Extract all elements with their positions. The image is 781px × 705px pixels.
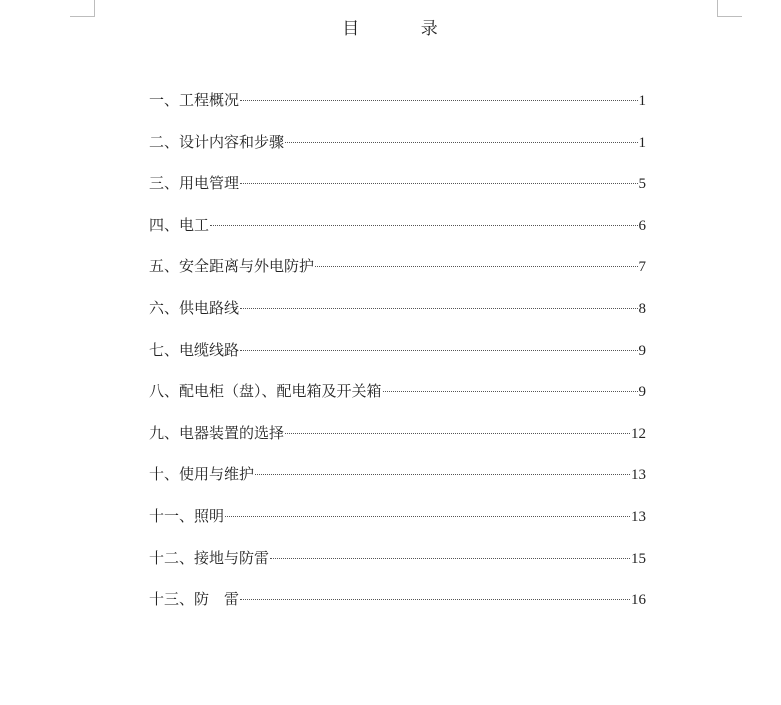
toc-entry-label: 二、设计内容和步骤 [149,132,285,151]
toc-entry-page: 13 [631,508,646,525]
toc-entry[interactable] [149,544,646,586]
toc-leader-dots [285,433,630,434]
toc-entry-page: 5 [638,176,646,193]
toc-entry-label: 三、用电管理 [149,174,240,193]
toc-entry-label: 十一、照明 [149,506,225,525]
toc-entry-page: 13 [631,467,646,484]
toc-leader-dots [210,225,637,226]
toc-entry-label: 九、电器装置的选择 [149,423,285,442]
table-of-contents [149,86,646,627]
toc-leader-dots [225,516,630,517]
toc-entry-page: 16 [631,592,646,609]
toc-leader-dots [240,599,630,600]
toc-leader-dots [255,474,630,475]
toc-entry-label: 五、安全距离与外电防护 [149,257,315,276]
toc-entry-page: 8 [638,300,646,317]
toc-leader-dots [285,142,637,143]
toc-entry-page: 15 [631,550,646,567]
toc-leader-dots [270,558,630,559]
toc-entry[interactable] [149,585,646,627]
toc-entry-page: 9 [638,342,646,359]
toc-leader-dots [240,308,637,309]
toc-entry-page: 7 [638,259,646,276]
toc-entry-label: 六、供电路线 [149,298,240,317]
toc-entry-label: 七、电缆线路 [149,340,240,359]
toc-entry[interactable] [149,419,646,461]
toc-entry[interactable] [149,460,646,502]
toc-entry-label: 十、使用与维护 [149,465,255,484]
toc-entry[interactable] [149,252,646,294]
toc-entry-page: 9 [638,384,646,401]
toc-entry-label: 十二、接地与防雷 [149,548,270,567]
toc-entry[interactable] [149,211,646,253]
toc-entry[interactable] [149,336,646,378]
toc-entry-page: 1 [638,93,646,109]
toc-title: 目 录 [342,19,466,39]
toc-entry-page: 1 [638,134,646,151]
toc-entry[interactable] [149,294,646,336]
toc-leader-dots [315,266,637,267]
toc-leader-dots [240,100,637,101]
toc-entry[interactable] [149,502,646,544]
toc-entry-page: 12 [631,425,646,442]
toc-entry[interactable] [149,169,646,211]
toc-entry[interactable] [149,86,646,128]
toc-entry-page: 6 [638,217,646,234]
toc-entry[interactable] [149,377,646,419]
toc-entry-label: 八、配电柜（盘）、配电箱及开关箱 [149,382,382,401]
toc-leader-dots [240,350,637,351]
toc-entry-label: 四、电工 [149,215,210,234]
toc-leader-dots [240,183,637,184]
toc-entry-label: 十三、防 雷 [149,590,240,609]
toc-entry-label: 一、工程概况 [149,91,240,109]
toc-entry[interactable] [149,128,646,170]
toc-leader-dots [383,391,638,392]
